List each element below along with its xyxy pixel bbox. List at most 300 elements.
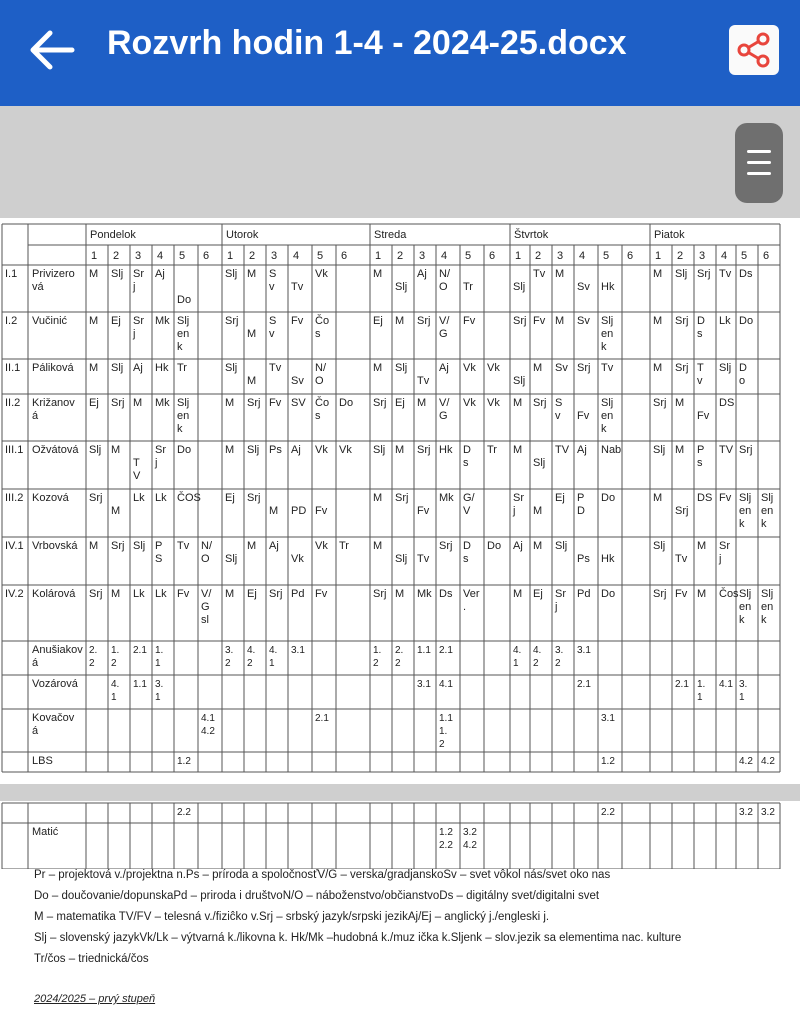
lesson-cell-text: en	[601, 328, 614, 340]
lesson-cell-text: Slj	[513, 375, 526, 387]
lesson-cell-text: Aj	[155, 268, 165, 280]
teacher-name: Vrbovská	[32, 540, 78, 552]
lesson-cell-text: 1.	[439, 726, 448, 737]
teacher-name: á	[32, 657, 39, 669]
lesson-number: 3	[557, 250, 564, 262]
lesson-cell-text: G	[439, 410, 448, 422]
lesson-number: 4	[721, 250, 728, 262]
lesson-cell-text: Hk	[439, 444, 453, 456]
lesson-cell-text: 2	[225, 658, 231, 669]
teacher-name: Vučinić	[32, 315, 68, 327]
lesson-cell-text: v	[697, 375, 703, 387]
timetable-part-2	[0, 801, 800, 869]
lesson-cell-text: M	[373, 362, 383, 374]
lesson-cell-text: Ds	[439, 588, 453, 600]
lesson-cell-text: Aj	[291, 444, 301, 456]
lesson-cell-text: Sv	[291, 375, 304, 387]
lesson-cell-text: Srj	[739, 444, 753, 456]
lesson-cell-text: Tr	[339, 540, 349, 552]
lesson-cell-text: V/	[439, 397, 450, 409]
lesson-cell-text: Mk	[155, 397, 170, 409]
teacher-name: Kolárová	[32, 588, 76, 600]
lesson-cell-text: o	[739, 375, 746, 387]
lesson-cell-text: 4.2	[761, 756, 775, 767]
lesson-cell-text: V/	[201, 588, 212, 600]
lesson-cell-text: 3.1	[577, 645, 591, 656]
lesson-cell-text: Mk	[155, 315, 170, 327]
lesson-number: 1	[375, 250, 382, 262]
lesson-cell-text: Slj	[395, 553, 408, 565]
lesson-cell-text: Ej	[533, 588, 543, 600]
lesson-number: 2	[677, 250, 684, 262]
lesson-cell-text: 4.1	[719, 679, 733, 690]
lesson-cell-text: N/	[315, 362, 326, 374]
page-separator	[0, 784, 800, 801]
lesson-cell-text: Slj	[111, 362, 124, 374]
lesson-cell-text: M	[373, 268, 383, 280]
lesson-cell-text: en	[177, 328, 190, 340]
lesson-cell-text: Fv	[269, 397, 282, 409]
legend-line: Do – doučovanie/dopunskaPd – priroda i društvoN/O – náboženstvo/občianstvoDs – digitálny svet/digitalni svet	[34, 890, 600, 902]
lesson-cell-text: sl	[201, 614, 209, 626]
lesson-cell-text: Srj	[513, 315, 527, 327]
legend-line: Slj – slovenský jazykVk/Lk – výtvarná k./likovna k. Hk/Mk –hudobná k./muz ička k.Sljenk – slov.jezik sa elementima nac. kulture	[34, 932, 682, 944]
lesson-cell-text: Ej	[555, 492, 565, 504]
menu-button[interactable]	[735, 123, 783, 203]
lesson-cell-text: Lk	[133, 588, 145, 600]
lesson-cell-text: Tr	[177, 362, 187, 374]
day-header: Štvrtok	[514, 229, 549, 241]
lesson-cell-text: Slj	[739, 492, 752, 504]
lesson-cell-text: Sr	[719, 540, 730, 552]
lesson-number: 5	[179, 250, 186, 262]
lesson-cell-text: j	[155, 457, 158, 469]
lesson-cell-text: 2.	[395, 645, 404, 656]
lesson-cell-text: M	[533, 362, 543, 374]
lesson-cell-text: M	[225, 397, 235, 409]
lesson-cell-text: 3.2	[761, 807, 775, 818]
lesson-cell-text: 3.1	[417, 679, 431, 690]
lesson-cell-text: 1.2	[439, 827, 453, 838]
lesson-cell-text: M	[133, 397, 143, 409]
class-label: III.1	[5, 444, 24, 456]
lesson-cell-text: Sr	[555, 588, 566, 600]
lesson-cell-text: Aj	[133, 362, 143, 374]
lesson-cell-text: M	[653, 315, 663, 327]
lesson-cell-text: j	[719, 553, 722, 565]
lesson-cell-text: Mk	[417, 588, 432, 600]
document-page-2	[0, 801, 800, 1024]
lesson-number: 3	[699, 250, 706, 262]
lesson-cell-text: Fv	[315, 588, 328, 600]
lesson-number: 6	[341, 250, 348, 262]
lesson-cell-text: Sr	[133, 268, 144, 280]
lesson-cell-text: 2	[439, 739, 445, 750]
lesson-cell-text: Ds	[739, 268, 753, 280]
lesson-cell-text: 1.	[111, 645, 120, 656]
lesson-cell-text: Srj	[111, 397, 125, 409]
lesson-cell-text: M	[653, 492, 663, 504]
day-header: Streda	[374, 229, 407, 241]
lesson-cell-text: k	[601, 423, 607, 435]
back-button[interactable]	[26, 28, 78, 72]
lesson-number: 3	[135, 250, 142, 262]
lesson-number: 1	[655, 250, 662, 262]
lesson-cell-text: k	[739, 518, 745, 530]
lesson-cell-text: 2	[533, 658, 539, 669]
footer-note: 2024/2025 – prvý stupeň	[34, 993, 156, 1005]
lesson-cell-text: M	[225, 588, 235, 600]
lesson-cell-text: Tv	[719, 268, 732, 280]
lesson-cell-text: Tv	[533, 268, 546, 280]
lesson-cell-text: Lk	[719, 315, 731, 327]
lesson-cell-text: Tv	[269, 362, 282, 374]
lesson-cell-text: Aj	[513, 540, 523, 552]
lesson-cell-text: Tv	[417, 553, 430, 565]
lesson-cell-text: 1.1	[133, 679, 147, 690]
lesson-cell-text: j	[513, 505, 516, 517]
lesson-cell-text: 1.	[373, 645, 382, 656]
lesson-cell-text: O	[439, 281, 448, 293]
lesson-cell-text: Vk	[315, 540, 328, 552]
lesson-cell-text: TV	[719, 444, 734, 456]
lesson-cell-text: M	[513, 397, 523, 409]
lesson-cell-text: Lk	[155, 492, 167, 504]
lesson-cell-text: Slj	[225, 553, 238, 565]
lesson-cell-text: N/	[439, 268, 450, 280]
lesson-cell-text: 3.	[555, 645, 564, 656]
lesson-cell-text: Slj	[653, 540, 666, 552]
lesson-cell-text: Ps	[269, 444, 282, 456]
lesson-cell-text: P	[577, 492, 585, 504]
lesson-number: 1	[227, 250, 234, 262]
lesson-cell-text: s	[463, 457, 469, 469]
lesson-number: 4	[441, 250, 448, 262]
lesson-cell-text: Slj	[675, 268, 688, 280]
lesson-cell-text: en	[739, 505, 752, 517]
lesson-cell-text: Slj	[177, 315, 190, 327]
lesson-cell-text: Slj	[133, 540, 146, 552]
lesson-cell-text: Ps	[577, 553, 590, 565]
lesson-cell-text: Vk	[463, 362, 476, 374]
lesson-cell-text: M	[373, 492, 383, 504]
lesson-cell-text: V	[133, 470, 141, 482]
lesson-cell-text: Hk	[601, 281, 615, 293]
lesson-cell-text: en	[739, 601, 752, 613]
class-label: IV.2	[5, 588, 24, 600]
lesson-cell-text: Hk	[601, 553, 615, 565]
lesson-cell-text: M	[675, 444, 685, 456]
lesson-cell-text: Srj	[395, 492, 409, 504]
lesson-cell-text: DS	[697, 492, 713, 504]
lesson-cell-text: Srj	[653, 397, 667, 409]
lesson-cell-text: Slj	[601, 315, 614, 327]
lesson-cell-text: Do	[177, 444, 192, 456]
lesson-cell-text: Srj	[89, 588, 103, 600]
lesson-cell-text: 4.2	[201, 726, 215, 737]
lesson-cell-text: Sv	[555, 362, 568, 374]
lesson-cell-text: en	[601, 410, 614, 422]
lesson-cell-text: V	[463, 505, 471, 517]
lesson-cell-text: s	[697, 328, 703, 340]
lesson-number: 6	[489, 250, 496, 262]
lesson-cell-text: Do	[601, 492, 616, 504]
lesson-cell-text: en	[761, 601, 774, 613]
lesson-cell-text: Fv	[577, 410, 590, 422]
lesson-cell-text: M	[533, 505, 543, 517]
lesson-cell-text: k	[177, 341, 183, 353]
lesson-cell-text: Do	[339, 397, 354, 409]
lesson-cell-text: Mk	[439, 492, 454, 504]
document-title: Rozvrh hodin 1-4 - 2024-25.docx	[107, 24, 627, 62]
lesson-cell-text: Tv	[417, 375, 430, 387]
lesson-cell-text: 1.	[697, 679, 706, 690]
lesson-cell-text: Do	[487, 540, 502, 552]
lesson-cell-text: Srj	[439, 540, 453, 552]
teacher-name: Kozová	[32, 492, 69, 504]
lesson-number: 3	[271, 250, 278, 262]
lesson-cell-text: 1.	[155, 645, 164, 656]
lesson-cell-text: 2.	[89, 645, 98, 656]
lesson-cell-text: D	[463, 540, 471, 552]
lesson-cell-text: M	[417, 397, 427, 409]
lesson-cell-text: M	[395, 588, 405, 600]
lesson-cell-text: s	[315, 410, 321, 422]
lesson-cell-text: Slj	[373, 444, 386, 456]
lesson-cell-text: M	[395, 444, 405, 456]
lesson-cell-text: 1	[697, 692, 703, 703]
lesson-cell-text: k	[761, 614, 767, 626]
lesson-cell-text: G	[201, 601, 210, 613]
lesson-cell-text: 4.	[269, 645, 278, 656]
lesson-cell-text: Ej	[395, 397, 405, 409]
lesson-number: 5	[317, 250, 324, 262]
day-header: Pondelok	[90, 229, 136, 241]
lesson-cell-text: Srj	[417, 315, 431, 327]
lesson-cell-text: 3.2	[463, 827, 477, 838]
lesson-cell-text: M	[675, 397, 685, 409]
lesson-cell-text: 1	[739, 692, 745, 703]
lesson-number: 5	[741, 250, 748, 262]
lesson-cell-text: Ej	[247, 588, 257, 600]
lesson-cell-text: Lk	[155, 588, 167, 600]
lesson-number: 4	[157, 250, 164, 262]
lesson-number: 2	[249, 250, 256, 262]
teacher-name: Kovačov	[32, 712, 75, 724]
lesson-cell-text: M	[513, 588, 523, 600]
lesson-cell-text: j	[555, 601, 558, 613]
lesson-cell-text: 1.1	[417, 645, 431, 656]
lesson-cell-text: 3.1	[291, 645, 305, 656]
lesson-cell-text: SV	[291, 397, 306, 409]
lesson-cell-text: Ej	[225, 492, 235, 504]
lesson-cell-text: M	[555, 268, 565, 280]
legend-line: M – matematika TV/FV – telesná v./fiziĉko v.Srj – srbský jazyk/srpski jezikAj/Ej – anglický j./engleski j.	[34, 911, 550, 923]
lesson-cell-text: Slj	[739, 588, 752, 600]
lesson-cell-text: Do	[601, 588, 616, 600]
lesson-cell-text: M	[247, 375, 257, 387]
lesson-cell-text: Fv	[697, 410, 710, 422]
lesson-cell-text: S	[269, 268, 277, 280]
lesson-number: 5	[465, 250, 472, 262]
lesson-cell-text: Srj	[675, 362, 689, 374]
lesson-cell-text: Slj	[761, 588, 774, 600]
lesson-cell-text: 4.2	[739, 756, 753, 767]
lesson-cell-text: 1.2	[177, 756, 191, 767]
lesson-cell-text: 1	[513, 658, 519, 669]
lesson-cell-text: M	[247, 328, 257, 340]
lesson-cell-text: Tv	[675, 553, 688, 565]
lesson-cell-text: O	[315, 375, 324, 387]
lesson-number: 5	[603, 250, 610, 262]
lesson-cell-text: M	[225, 444, 235, 456]
lesson-cell-text: .	[463, 601, 467, 613]
lesson-cell-text: 4.1	[201, 713, 215, 724]
lesson-cell-text: Slj	[395, 281, 408, 293]
lesson-cell-text: Tr	[463, 281, 473, 293]
lesson-cell-text: Čo	[315, 397, 330, 409]
lesson-cell-text: 1	[269, 658, 275, 669]
lesson-cell-text: M	[373, 540, 383, 552]
lesson-cell-text: Ej	[89, 397, 99, 409]
lesson-cell-text: Do	[739, 315, 754, 327]
lesson-cell-text: G/	[463, 492, 475, 504]
teacher-name: vá	[32, 281, 44, 293]
lesson-cell-text: M	[697, 588, 707, 600]
lesson-cell-text: Aj	[417, 268, 427, 280]
lesson-cell-text: Lk	[133, 492, 145, 504]
lesson-cell-text: Slj	[533, 457, 546, 469]
legend-line: Pr – projektová v./projektna n.Ps – príroda a spoločnosťV/G – verska/gradjanskoSv – svet vôkol nás/svet oko nas	[34, 869, 611, 881]
lesson-cell-text: Sr	[513, 492, 524, 504]
lesson-cell-text: Tv	[291, 281, 304, 293]
lesson-cell-text: 2	[395, 658, 401, 669]
lesson-cell-text: 4.	[513, 645, 522, 656]
teacher-name: Páliková	[32, 362, 74, 374]
teacher-name: á	[32, 410, 39, 422]
lesson-cell-text: Sr	[155, 444, 166, 456]
lesson-cell-text: M	[111, 444, 121, 456]
lesson-cell-text: Sr	[133, 315, 144, 327]
lesson-cell-text: Srj	[269, 588, 283, 600]
lesson-number: 1	[91, 250, 98, 262]
lesson-cell-text: M	[653, 268, 663, 280]
lesson-cell-text: D	[697, 315, 705, 327]
document-page-1	[0, 218, 800, 784]
lesson-cell-text: D	[577, 505, 585, 517]
lesson-number: 1	[515, 250, 522, 262]
lesson-cell-text: M	[111, 588, 121, 600]
lesson-cell-text: M	[89, 315, 99, 327]
lesson-cell-text: M	[555, 315, 565, 327]
lesson-cell-text: M	[247, 268, 257, 280]
lesson-cell-text: Čo	[315, 315, 330, 327]
lesson-number: 2	[535, 250, 542, 262]
lesson-number: 2	[113, 250, 120, 262]
lesson-cell-text: M	[533, 540, 543, 552]
lesson-cell-text: s	[463, 553, 469, 565]
lesson-cell-text: Fv	[533, 315, 546, 327]
lesson-cell-text: 1.1	[439, 713, 453, 724]
lesson-cell-text: D	[739, 362, 747, 374]
lesson-cell-text: Vk	[339, 444, 352, 456]
lesson-cell-text: D	[463, 444, 471, 456]
lesson-cell-text: 2.1	[133, 645, 147, 656]
lesson-cell-text: Vk	[487, 362, 500, 374]
lesson-cell-text: Slj	[177, 397, 190, 409]
lesson-cell-text: Sv	[577, 315, 590, 327]
lesson-cell-text: M	[111, 505, 121, 517]
lesson-cell-text: Slj	[555, 540, 568, 552]
lesson-cell-text: Srj	[653, 588, 667, 600]
lesson-cell-text: Vk	[487, 397, 500, 409]
lesson-cell-text: Vk	[463, 397, 476, 409]
lesson-cell-text: Srj	[225, 315, 239, 327]
lesson-cell-text: Vk	[291, 553, 304, 565]
lesson-cell-text: M	[269, 505, 279, 517]
class-label: I.2	[5, 315, 18, 327]
lesson-cell-text: M	[513, 444, 523, 456]
lesson-cell-text: Srj	[417, 444, 431, 456]
lesson-cell-text: M	[89, 268, 99, 280]
teacher-name: Privizero	[32, 268, 75, 280]
lesson-cell-text: en	[761, 505, 774, 517]
lesson-number: 6	[763, 250, 770, 262]
teacher-name: Vozárová	[32, 678, 78, 690]
lesson-cell-text: 2.1	[577, 679, 591, 690]
lesson-cell-text: 1	[155, 658, 161, 669]
day-header: Piatok	[654, 229, 685, 241]
lesson-cell-text: Slj	[601, 397, 614, 409]
lesson-cell-text: O	[201, 553, 210, 565]
lesson-cell-text: k	[761, 518, 767, 530]
lesson-cell-text: 2.1	[675, 679, 689, 690]
teacher-name: Križanov	[32, 397, 75, 409]
lesson-cell-text: 2	[373, 658, 379, 669]
lesson-cell-text: Srj	[675, 505, 689, 517]
lesson-cell-text: Slj	[225, 362, 238, 374]
lesson-cell-text: Srj	[577, 362, 591, 374]
lesson-cell-text: k	[739, 614, 745, 626]
lesson-cell-text: 2	[247, 658, 253, 669]
lesson-cell-text: Fv	[315, 505, 328, 517]
app-bar	[0, 0, 800, 106]
lesson-cell-text: M	[89, 540, 99, 552]
lesson-cell-text: Slj	[111, 268, 124, 280]
lesson-cell-text: j	[133, 281, 136, 293]
lesson-cell-text: 2.2	[439, 840, 453, 851]
lesson-cell-text: Čos	[719, 588, 739, 600]
lesson-cell-text: 4.	[111, 679, 120, 690]
lesson-cell-text: v	[269, 281, 275, 293]
timetable-part-1	[0, 218, 800, 784]
lesson-cell-text: DS	[719, 397, 735, 409]
lesson-cell-text: M	[395, 315, 405, 327]
lesson-cell-text: Hk	[155, 362, 169, 374]
lesson-cell-text: Vk	[315, 444, 328, 456]
lesson-number: 2	[397, 250, 404, 262]
lesson-cell-text: Srj	[247, 397, 261, 409]
lesson-cell-text: Srj	[89, 492, 103, 504]
share-button[interactable]	[729, 25, 779, 75]
lesson-cell-text: Fv	[291, 315, 304, 327]
lesson-cell-text: T	[133, 457, 140, 469]
class-label: II.1	[5, 362, 21, 374]
lesson-cell-text: Slj	[719, 362, 732, 374]
lesson-cell-text: T	[697, 362, 704, 374]
lesson-cell-text: Sv	[577, 281, 590, 293]
lesson-cell-text: Srj	[247, 492, 261, 504]
